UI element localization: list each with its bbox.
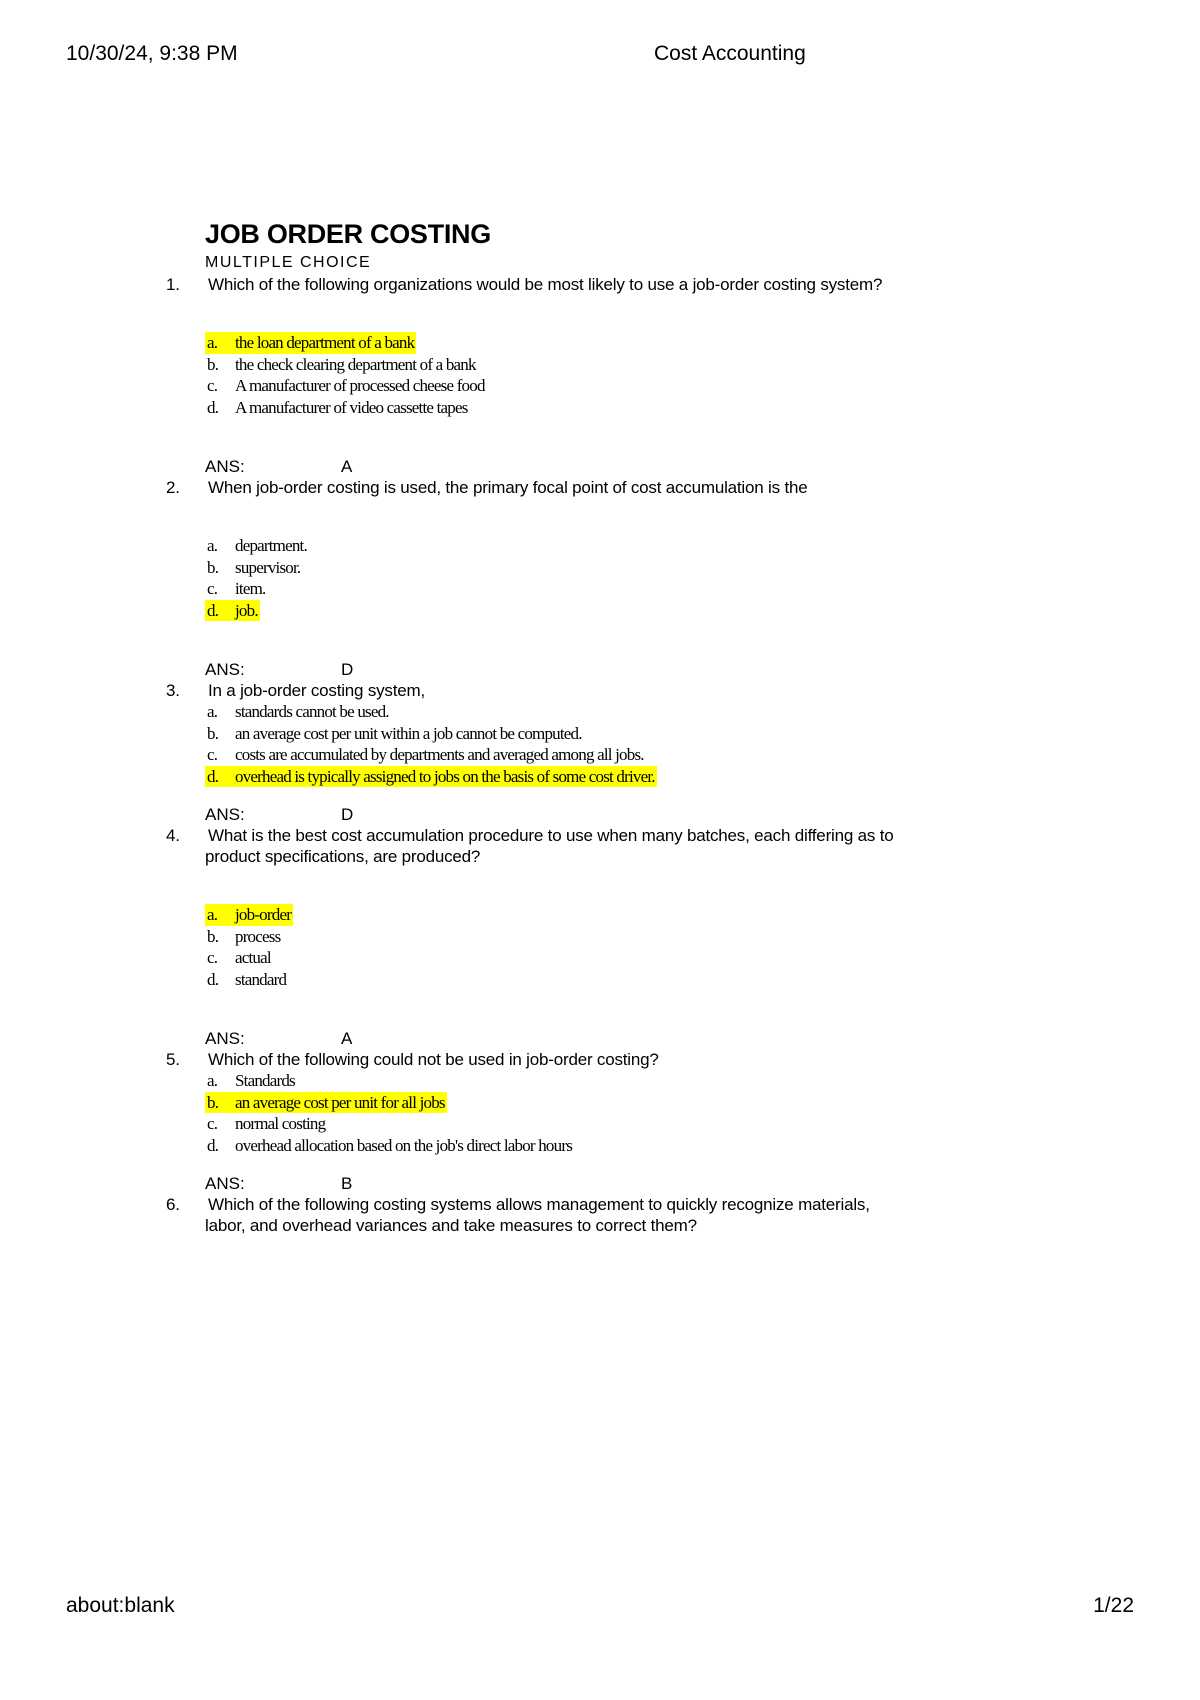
answer-highlight: b. an average cost per unit for all jobs	[207, 1092, 445, 1112]
option-list	[205, 904, 1020, 990]
answer-highlight: a. the loan department of a bank	[207, 333, 415, 352]
option-list	[205, 1070, 1020, 1156]
question-stem	[160, 825, 1020, 846]
answer-highlight: d. job.	[207, 600, 258, 620]
answer-line	[205, 1173, 1020, 1194]
option-b: b. an average cost per unit within a job cannot be computed.	[207, 723, 582, 743]
option-a: a. standards cannot be used.	[207, 702, 389, 721]
question-text-line-2: labor, and overhead variances and take measures to correct them?	[205, 1216, 697, 1235]
option-a-correct	[205, 904, 1020, 926]
answer-label: ANS:	[205, 457, 245, 476]
answer-line	[205, 659, 1020, 680]
answer-line	[205, 804, 1020, 825]
question-4	[160, 825, 1020, 1049]
option-b: b. supervisor.	[207, 557, 301, 577]
answer-highlight: a. job-order	[207, 905, 292, 924]
answer-line	[205, 456, 1020, 477]
option-b: b. process	[207, 926, 281, 946]
answer-label: ANS:	[205, 1174, 245, 1193]
question-5	[160, 1049, 1020, 1194]
question-6	[160, 1194, 1020, 1236]
answer-value: D	[341, 660, 354, 679]
question-1	[160, 274, 1020, 477]
option-d-correct	[205, 766, 1020, 788]
print-footer	[66, 1594, 1134, 1620]
question-stem	[160, 274, 1020, 295]
question-stem-continued	[160, 1215, 1020, 1236]
print-url: about:blank	[66, 1594, 175, 1617]
question-2	[160, 477, 1020, 680]
answer-highlight: d. overhead is typically assigned to jobs on the basis of some cost driver.	[207, 766, 655, 786]
question-stem	[160, 477, 1020, 498]
print-date-time: 10/30/24, 9:38 PM	[66, 42, 238, 65]
option-c: c. actual	[207, 948, 271, 967]
option-a-correct	[205, 332, 1020, 354]
question-text-line-2: product specifications, are produced?	[205, 847, 481, 866]
question-text: Which of the following organizations would be most likely to use a job-order costing system?	[208, 275, 883, 294]
question-stem	[160, 680, 1020, 701]
option-c: c. normal costing	[207, 1114, 326, 1133]
document-subtitle: MULTIPLE CHOICE	[205, 254, 372, 271]
print-title: Cost Accounting	[654, 42, 806, 65]
option-c: c. costs are accumulated by departments and averaged among all jobs.	[207, 745, 644, 764]
question-3	[160, 680, 1020, 825]
option-d: d. overhead allocation based on the job's direct labor hours	[207, 1135, 573, 1155]
question-number: 1.	[166, 275, 180, 294]
print-header	[66, 42, 1134, 68]
question-text: When job-order costing is used, the primary focal point of cost accumulation is the	[208, 478, 808, 497]
answer-value: A	[341, 457, 353, 476]
option-b-correct	[205, 1092, 1020, 1114]
question-text-line-1: Which of the following costing systems allows management to quickly recognize materials,	[208, 1195, 870, 1214]
option-list	[205, 332, 1020, 418]
question-text: Which of the following could not be used in job-order costing?	[208, 1050, 659, 1069]
answer-line	[205, 1028, 1020, 1049]
question-text-line-1: What is the best cost accumulation procedure to use when many batches, each differing as to	[208, 826, 894, 845]
page-counter: 1/22	[1093, 1594, 1134, 1617]
question-number: 3.	[166, 681, 180, 700]
option-c: c. item.	[207, 579, 266, 598]
answer-value: B	[341, 1174, 353, 1193]
document-body	[160, 218, 1020, 1236]
answer-value: A	[341, 1029, 353, 1048]
option-list	[205, 701, 1020, 787]
question-number: 2.	[166, 478, 180, 497]
option-c: c. A manufacturer of processed cheese food	[207, 376, 485, 395]
question-text: In a job-order costing system,	[208, 681, 425, 700]
question-number: 6.	[166, 1195, 180, 1214]
question-stem-continued	[160, 846, 1020, 867]
question-number: 4.	[166, 826, 180, 845]
option-d: d. A manufacturer of video cassette tapes	[207, 397, 468, 417]
option-a: a. department.	[207, 536, 307, 555]
question-number: 5.	[166, 1050, 180, 1069]
option-a: a. Standards	[207, 1071, 295, 1090]
answer-label: ANS:	[205, 805, 245, 824]
option-list	[205, 535, 1020, 621]
option-b: b. the check clearing department of a bank	[207, 354, 476, 374]
question-stem	[160, 1049, 1020, 1070]
answer-label: ANS:	[205, 660, 245, 679]
answer-label: ANS:	[205, 1029, 245, 1048]
option-d: d. standard	[207, 969, 287, 989]
document-title: JOB ORDER COSTING	[205, 219, 491, 249]
answer-value: D	[341, 805, 354, 824]
option-d-correct	[205, 600, 1020, 622]
question-stem	[160, 1194, 1020, 1215]
